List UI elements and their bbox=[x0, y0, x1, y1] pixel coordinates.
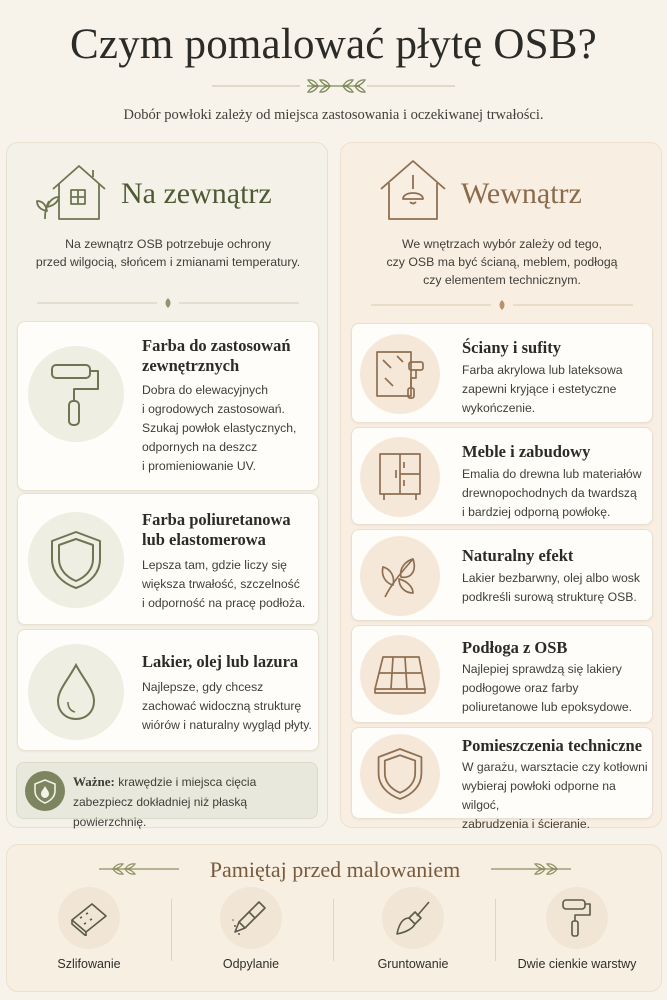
reminder-section bbox=[6, 844, 662, 992]
outside-title: Na zewnątrz bbox=[121, 177, 272, 210]
step-divider bbox=[495, 899, 496, 961]
card-text: Najlepiej sprawdzą się lakiery podłogowe oraz farby poliuretanowe lub epoksydowe. bbox=[462, 662, 633, 714]
right-branch-ornament bbox=[491, 861, 571, 877]
card-title: Ściany i sufity bbox=[462, 338, 562, 357]
inside-panel bbox=[340, 142, 662, 831]
card-technical-rooms bbox=[351, 727, 653, 831]
note-text: Ważne: krawędzie i miejsca cięcia zabezpiecz dokładniej niż płaską powierzchnię. bbox=[73, 774, 257, 829]
card-title: Farba poliuretanowa lub elastomerowa bbox=[142, 510, 291, 549]
card-varnish-oil bbox=[17, 629, 319, 751]
card-natural-effect bbox=[351, 529, 653, 621]
card-osb-floor bbox=[351, 625, 653, 723]
shield-drop-icon bbox=[25, 771, 65, 811]
card-text: Dobra do elewacyjnych i ogrodowych zastosowań. Szukaj powłok elastycznych, odpornych na deszcz i promieniowanie UV. bbox=[142, 383, 297, 473]
outside-panel bbox=[6, 142, 328, 828]
card-title: Pomieszczenia techniczne bbox=[462, 736, 643, 755]
house-plant-icon bbox=[35, 161, 115, 223]
step-two-coats: Dwie cienkie warstwy bbox=[497, 887, 657, 971]
wall-roller-icon bbox=[360, 334, 440, 414]
card-text: Lakier bezbarwny, olej albo wosk podkreśli surową strukturę OSB. bbox=[462, 571, 640, 604]
card-furniture bbox=[351, 427, 653, 525]
title-ornament bbox=[0, 76, 667, 96]
card-title: Meble i zabudowy bbox=[462, 442, 591, 461]
reminder-title: Pamiętaj przed malowaniem bbox=[209, 857, 461, 882]
card-exterior-paint bbox=[17, 321, 319, 491]
drop-icon bbox=[28, 644, 124, 740]
page-subtitle: Dobór powłoki zależy od miejsca zastosowania i oczekiwanej trwałości. bbox=[123, 107, 544, 123]
card-text: W garażu, warsztacie czy kotłowni wybieraj powłoki odporne na wilgoć, zabrudzenia i ścieranie. bbox=[462, 760, 648, 831]
inside-description: We wnętrzach wybór zależy od tego, czy OSB ma być ścianą, meblem, podłogą czy elementem technicznym. bbox=[386, 237, 618, 287]
card-text: Lepsza tam, gdzie liczy się większa trwałość, szczelność i odporność na pracę podłoża. bbox=[142, 558, 306, 610]
outside-description: Na zewnątrz OSB potrzebuje ochrony przed wilgocią, słońcem i zmianami temperatury. bbox=[35, 237, 301, 269]
important-note bbox=[16, 762, 318, 829]
card-walls-ceilings bbox=[351, 323, 653, 423]
step-sanding: Szlifowanie bbox=[9, 887, 169, 971]
card-text: Emalia do drewna lub materiałów drewnopochodnych da twardszą i bardziej odporną powłokę. bbox=[462, 467, 642, 519]
card-title: Podłoga z OSB bbox=[462, 638, 568, 657]
step-priming: Gruntowanie bbox=[333, 887, 493, 971]
roller-icon bbox=[546, 887, 608, 949]
shield-icon bbox=[360, 734, 440, 814]
page-title: Czym pomalować płytę OSB? bbox=[70, 21, 597, 68]
sanding-block-icon bbox=[58, 887, 120, 949]
card-polyurethane-paint bbox=[17, 493, 319, 625]
step-dusting: Odpylanie bbox=[171, 887, 331, 971]
outside-separator bbox=[37, 297, 299, 309]
floor-planks-icon bbox=[360, 635, 440, 715]
card-title: Farba do zastosowań zewnętrznych bbox=[142, 336, 291, 375]
brush-dust-icon bbox=[220, 887, 282, 949]
house-lamp-icon bbox=[377, 157, 449, 223]
paintbrush-icon bbox=[382, 887, 444, 949]
cabinet-icon bbox=[360, 437, 440, 517]
card-title: Lakier, olej lub lazura bbox=[142, 652, 299, 671]
shield-icon bbox=[28, 512, 124, 608]
inside-separator bbox=[371, 299, 633, 311]
paint-roller-icon bbox=[28, 346, 124, 442]
card-text: Najlepsze, gdy chcesz zachować widoczną strukturę wiórów i naturalny wygląd płyty. bbox=[142, 680, 312, 732]
card-title: Naturalny efekt bbox=[462, 546, 574, 565]
leaves-icon bbox=[360, 536, 440, 616]
inside-title: Wewnątrz bbox=[461, 177, 582, 210]
card-text: Farba akrylowa lub lateksowa zapewni kryjące i estetyczne wykończenie. bbox=[462, 363, 623, 415]
